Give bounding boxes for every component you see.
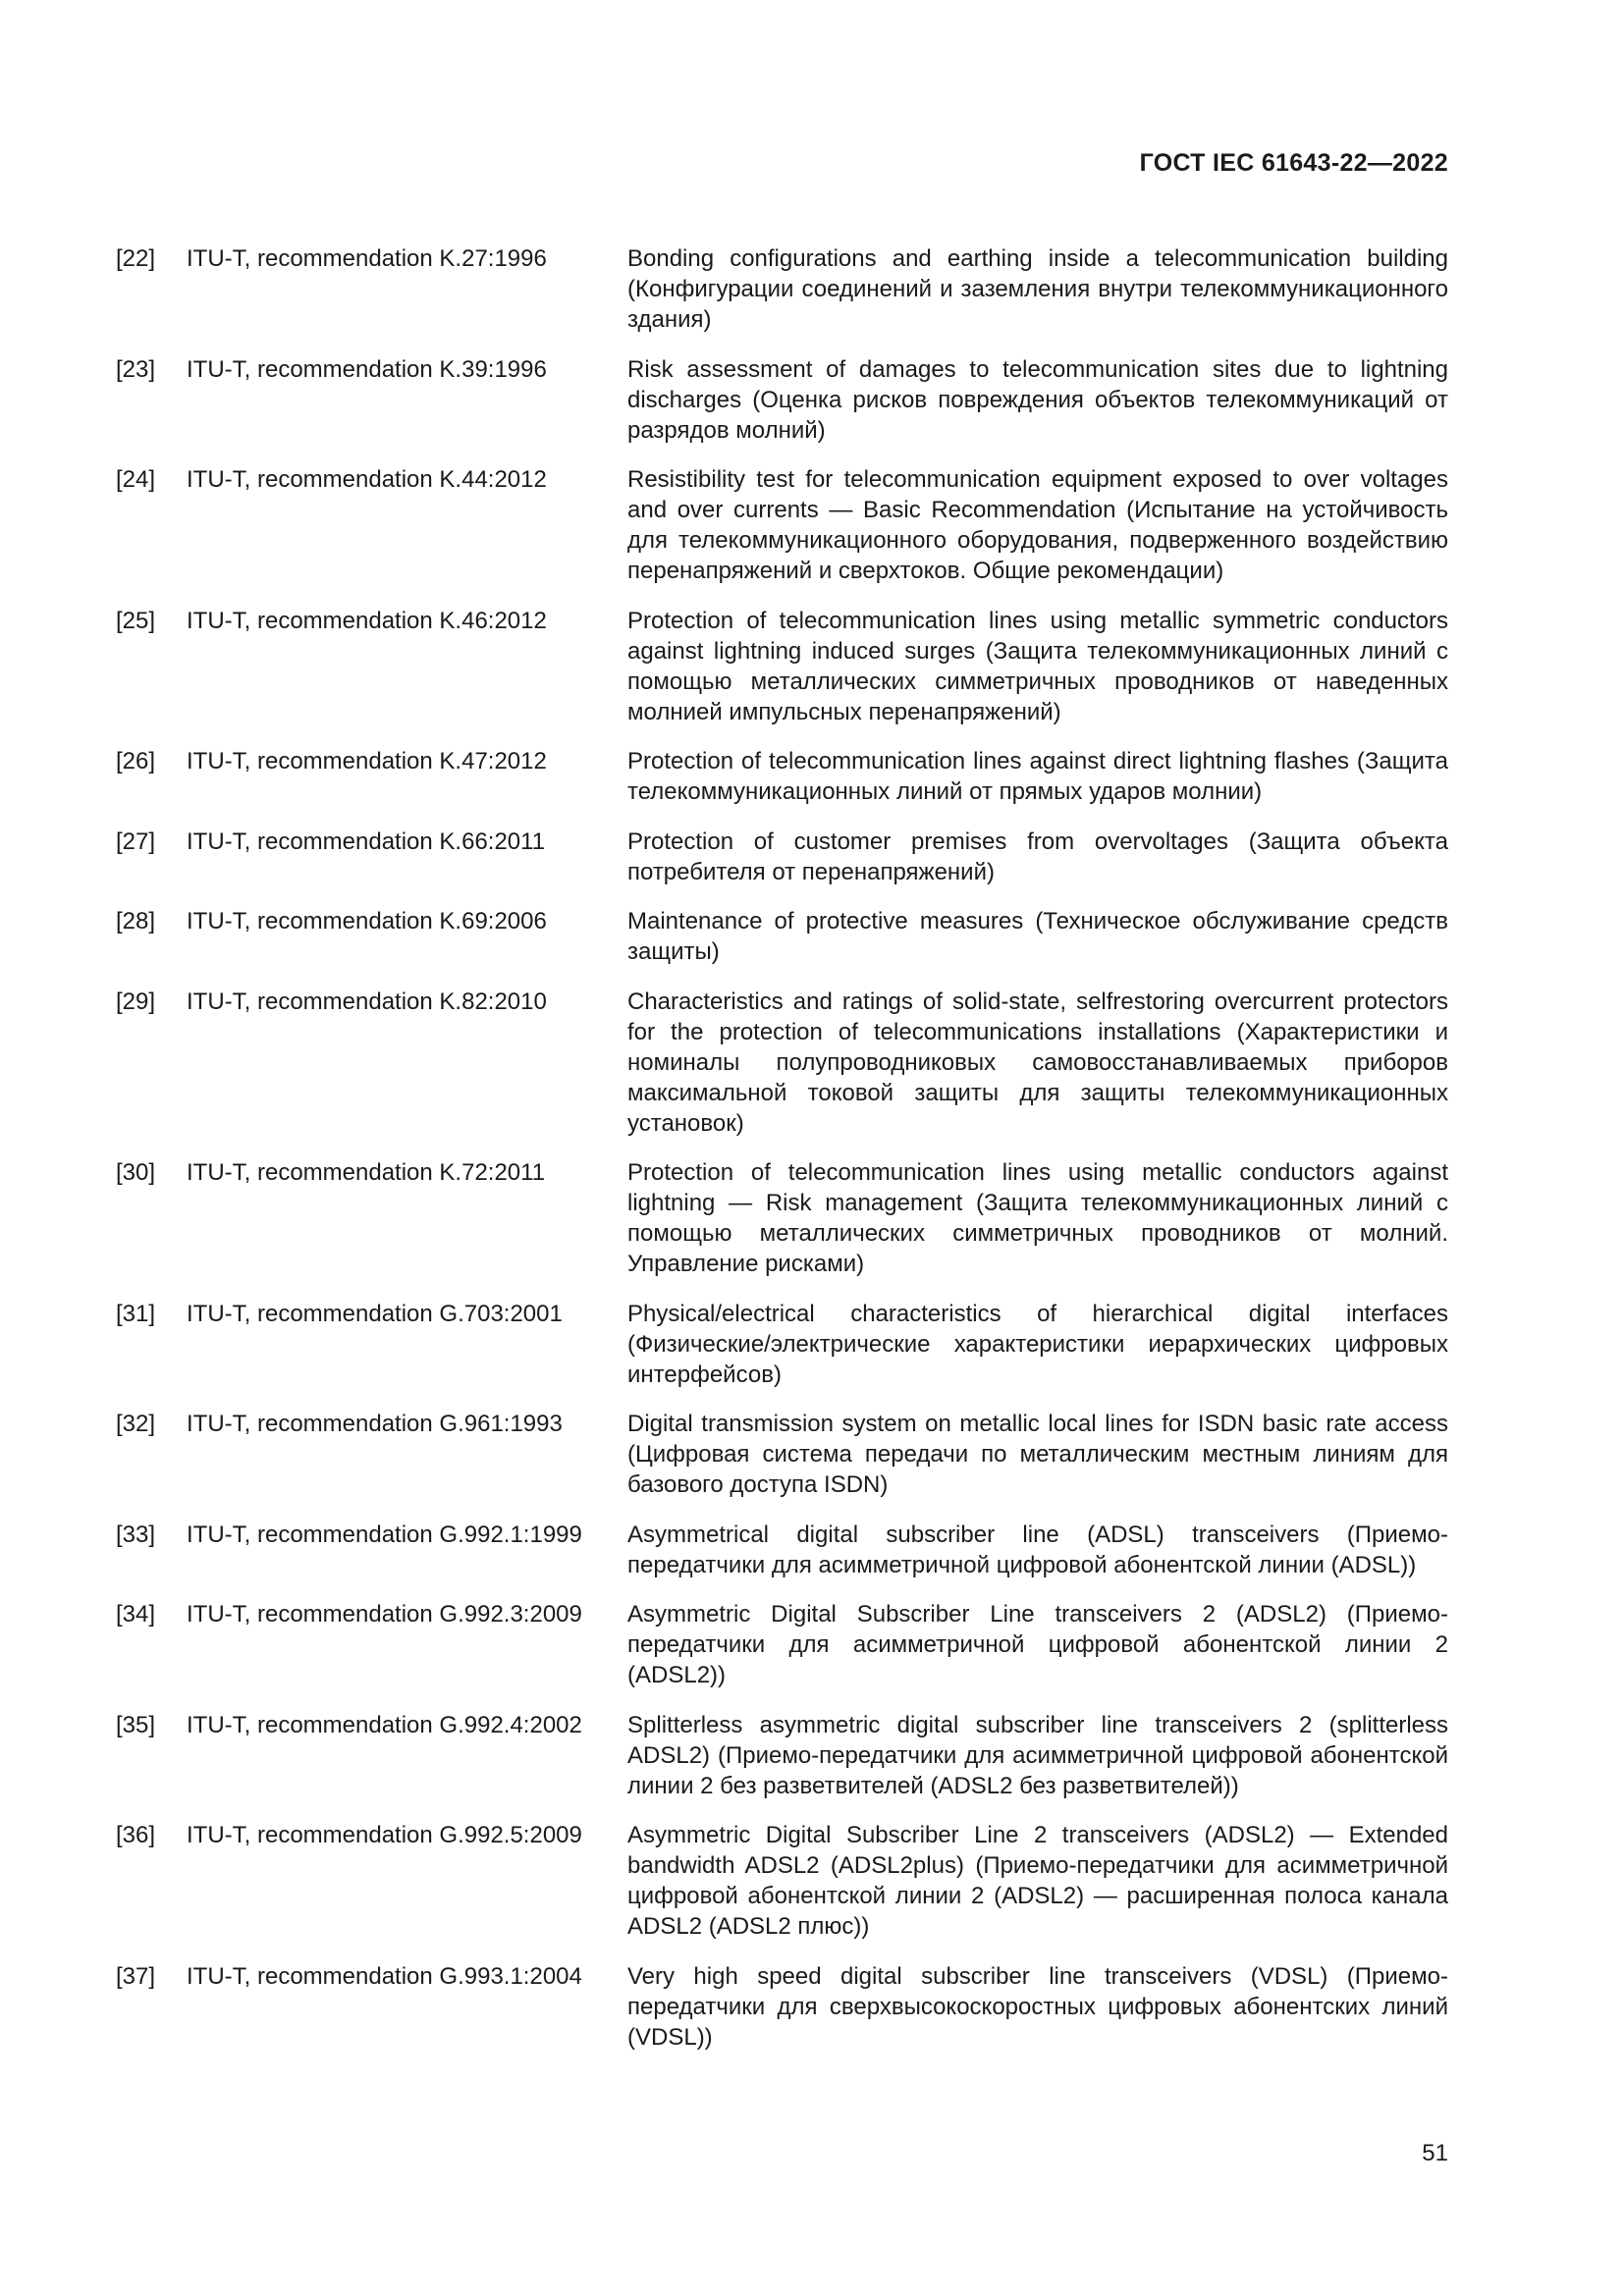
entry-number: [23]	[116, 355, 156, 383]
entry-title: Risk assessment of damages to telecommunication sites due to lightning discharges (Оценка рисков повреждения объектов телекоммуникаций от разрядов молний)	[627, 355, 1448, 444]
entry-number: [34]	[116, 1601, 156, 1628]
entry-designation: ITU-T, recommendation K.72:2011	[187, 1159, 546, 1186]
entry-number: [36]	[116, 1822, 156, 1848]
entry-title: Asymmetrical digital subscriber line (ADSL) transceivers (Приемопередатчики для асимметричной цифровой абонентской линии (ADSL))	[627, 1521, 1448, 1578]
bibliography-entry	[116, 1820, 1448, 1942]
entry-title: Protection of telecommunication lines using metallic conductors against lightning — Risk management (Защита телекоммуникационных линий с помощью металлических симметричных проводников от молний. Управление рисками)	[627, 1159, 1448, 1277]
entry-number: [37]	[116, 1962, 156, 1990]
entry-title: Digital transmission system on metallic local lines for ISDN basic rate access (Цифровая система передачи по металлическим местным линиям для базового доступа ISDN)	[627, 1411, 1448, 1498]
bibliography-list	[116, 243, 1448, 2071]
entry-title: Protection of telecommunication lines using metallic symmetric conductors against lightning induced surges (Защита телекоммуникационных линий с помощью металлических симметричных проводников от наведенных молнией импульсных перенапряжений)	[627, 607, 1448, 725]
bibliography-entry	[116, 746, 1448, 807]
bibliography-entry	[116, 606, 1448, 727]
entry-title: Asymmetric Digital Subscriber Line transceivers 2 (ADSL2) (Приемопередатчики для асимметричной цифровой абонентской линии 2 (ADSL2))	[627, 1601, 1448, 1688]
entry-title: Protection of customer premises from overvoltages (Защита объекта потребителя от перенапряжений)	[627, 828, 1448, 885]
entry-number: [24]	[116, 466, 156, 493]
entry-designation: ITU-T, recommendation K.46:2012	[187, 607, 547, 634]
entry-number: [33]	[116, 1521, 156, 1548]
bibliography-entry	[116, 1961, 1448, 2053]
entry-number: [27]	[116, 828, 156, 855]
entry-number: [26]	[116, 748, 156, 774]
entry-title: Physical/electrical characteristics of hierarchical digital interfaces (Физические/электрические характеристики иерархических цифровых интерфейсов)	[627, 1300, 1448, 1388]
entry-number: [30]	[116, 1159, 156, 1186]
entry-number: [29]	[116, 988, 156, 1015]
entry-designation: ITU-T, recommendation G.992.1:1999	[187, 1521, 582, 1548]
entry-designation: ITU-T, recommendation K.82:2010	[187, 988, 547, 1015]
bibliography-entry	[116, 1299, 1448, 1390]
bibliography-entry	[116, 464, 1448, 586]
entry-title: Maintenance of protective measures (Техническое обслуживание средств защиты)	[627, 908, 1448, 965]
entry-number: [32]	[116, 1411, 156, 1437]
entry-designation: ITU-T, recommendation G.961:1993	[187, 1411, 563, 1437]
entry-number: [28]	[116, 908, 156, 934]
entry-designation: ITU-T, recommendation K.66:2011	[187, 828, 546, 855]
entry-designation: ITU-T, recommendation K.44:2012	[187, 466, 547, 493]
bibliography-entry	[116, 827, 1448, 887]
bibliography-entry	[116, 354, 1448, 446]
entry-title: Characteristics and ratings of solid-state, selfrestoring overcurrent protectors for the protection of telecommunications installations (Характеристики и номиналы полупроводниковых самовосстанавливаемых приборов максимальной токовой защиты для защиты телекоммуникационных установок)	[627, 988, 1448, 1137]
bibliography-entry	[116, 1599, 1448, 1690]
entry-title: Protection of telecommunication lines against direct lightning flashes (Защита телекоммуникационных линий от прямых ударов молнии)	[627, 748, 1448, 805]
entry-number: [22]	[116, 245, 156, 272]
entry-designation: ITU-T, recommendation G.992.3:2009	[187, 1601, 582, 1628]
entry-title: Very high speed digital subscriber line transceivers (VDSL) (Приемопередатчики для сверхвысокоскоростных цифровых абонентских линий (VDSL))	[627, 1962, 1448, 2051]
entry-designation: ITU-T, recommendation K.69:2006	[187, 908, 547, 934]
bibliography-entry	[116, 987, 1448, 1139]
entry-designation: ITU-T, recommendation G.703:2001	[187, 1300, 563, 1327]
bibliography-entry	[116, 1409, 1448, 1500]
bibliography-entry	[116, 1710, 1448, 1801]
entry-number: [35]	[116, 1711, 156, 1738]
bibliography-entry	[116, 1157, 1448, 1279]
bibliography-entry	[116, 906, 1448, 967]
bibliography-entry	[116, 1520, 1448, 1580]
entry-title: Splitterless asymmetric digital subscriber line transceivers 2 (splitterless ADSL2) (Приемо-передатчики для асимметричной цифровой абонентской линии 2 без разветвителей (ADSL2 без разветвителей))	[627, 1711, 1448, 1799]
entry-designation: ITU-T, recommendation K.39:1996	[187, 355, 547, 383]
entry-designation: ITU-T, recommendation K.47:2012	[187, 748, 547, 774]
entry-title: Asymmetric Digital Subscriber Line 2 transceivers (ADSL2) — Extended bandwidth ADSL2 (ADSL2plus) (Приемо-передатчики для асимметричной цифровой абонентской линии 2 (ADSL2) — расширенная полоса канала ADSL2 (ADSL2 плюс))	[627, 1822, 1448, 1940]
entry-designation: ITU-T, recommendation G.993.1:2004	[187, 1962, 582, 1990]
entry-number: [25]	[116, 607, 156, 634]
bibliography-entry	[116, 243, 1448, 335]
page-number: 51	[1422, 2140, 1448, 2166]
entry-designation: ITU-T, recommendation G.992.4:2002	[187, 1711, 582, 1738]
entry-title: Bonding configurations and earthing inside a telecommunication building (Конфигурации соединений и заземления внутри телекоммуникационного здания)	[627, 245, 1448, 333]
entry-number: [31]	[116, 1300, 156, 1327]
entry-designation: ITU-T, recommendation K.27:1996	[187, 245, 547, 272]
entry-designation: ITU-T, recommendation G.992.5:2009	[187, 1822, 582, 1848]
entry-title: Resistibility test for telecommunication equipment exposed to over voltages and over currents — Basic Recommendation (Испытание на устойчивость для телекоммуникационного оборудования, подверженного воздействию перенапряжений и сверхтоков. Общие рекомендации)	[627, 466, 1448, 584]
page-header-standard: ГОСТ IEC 61643-22—2022	[1139, 149, 1448, 177]
